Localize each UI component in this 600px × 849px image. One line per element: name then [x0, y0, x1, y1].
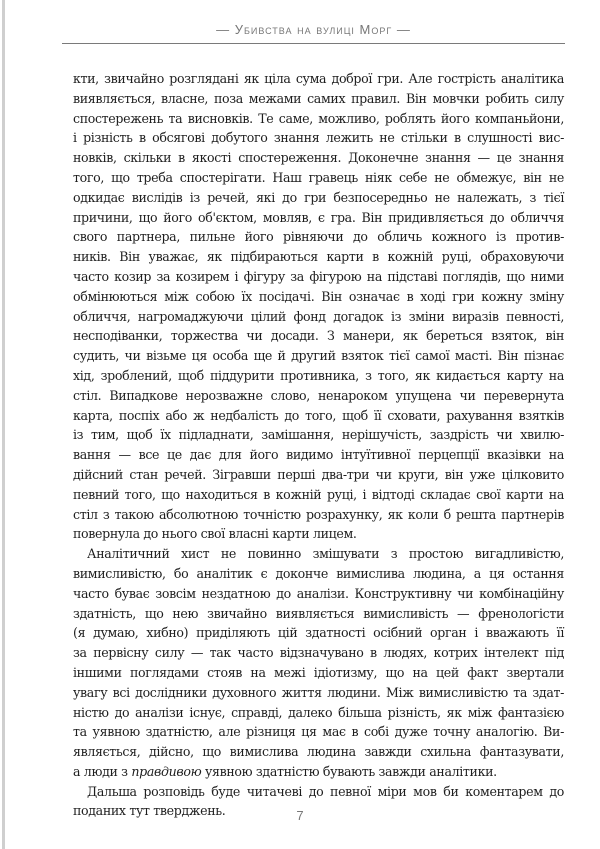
- text-line: хід, зроблений, щоб піддурити противника, з того, як кидається карту на: [73, 367, 564, 383]
- text-line: та уявною здатністю, але різниця ця має в собі дуже точну аналогію. Ви-: [73, 724, 564, 740]
- text-segment: а люди з: [73, 763, 132, 779]
- text-line: новків, скільки в якості спостереження. Доконечне знання — це знання: [73, 150, 564, 166]
- page-number: 7: [296, 808, 304, 823]
- text-line: і різність в обсягові добутого знання лежить не стільки в слушності вис-: [73, 130, 564, 146]
- text-line: часто буває зовсім нездатною до аналізи. Конструктивну чи комбінаційну: [73, 585, 564, 601]
- text-line: свого партнера, пильне його рівняючи до обличь кожного із против-: [73, 229, 564, 245]
- header-rule: [62, 43, 565, 44]
- text-line: обмінюються між собою їх посідачі. Він означає в ході гри кожну зміну: [73, 288, 564, 304]
- text-line: причини, що його об'єктом, мовляв, є гра. Він придивляється до обличчя: [73, 209, 564, 225]
- text-line: здатність, що нею звичайно виявляється вимисливість — френологісти: [73, 605, 564, 621]
- text-line: ників. Він уважає, як підбираються карти в кожній руці, обраховуючи: [73, 249, 564, 265]
- text-line: із тим, щоб їх підладнати, замішання, нерішучість, заздрість чи хвилю-: [73, 427, 564, 443]
- text-line: певний того, що находиться в кожній руці, і відтоді складає свої карти на: [73, 486, 564, 502]
- text-line: вимисливістю, бо аналітик є доконче вимислива людина, а ця остання: [73, 565, 564, 581]
- text-line: іншими поглядами стояв на межі ідіотизму, що на цей факт звертали: [73, 664, 564, 680]
- page-left-edge: [2, 0, 5, 849]
- text-line: дійсний стан речей. Зігравши перші два-три чи круги, він уже цілковито: [73, 466, 564, 482]
- text-line: виявляється, власне, поза межами самих правил. Він мовчки робить силу: [73, 90, 564, 106]
- text-segment: уявною здатністю бувають завжди аналітики.: [201, 763, 497, 779]
- italic-word: правдивою: [131, 763, 202, 779]
- text-line: (я думаю, хибно) приділяють цій здатності осібний орган і вважають її: [73, 625, 564, 641]
- text-line: Дальша розповідь буде читачеві до певної міри мов би коментарем до: [87, 783, 564, 799]
- text-line: повернула до нього свої власні карти лицем.: [73, 526, 357, 542]
- body-text: [73, 69, 564, 821]
- text-line: того, що треба спостерігати. Наш гравець ніяк себе не обмежує, він не: [73, 169, 564, 185]
- text-line: ністю до аналізи існує, справді, далеко більша різність, як між фантазією: [73, 704, 564, 720]
- paragraph-1: [73, 69, 564, 544]
- paragraph-2: [73, 544, 564, 782]
- text-line: являється, дійсно, що вимислива людина завжди схильна фантазувати,: [73, 744, 564, 760]
- text-line-with-italic: [73, 762, 564, 782]
- text-line: Аналітичний хист не повинно змішувати з простою вигадливістю,: [87, 546, 564, 562]
- text-line: несподіванки, торжества чи досади. З манери, як береться взяток, він: [73, 328, 564, 344]
- text-line: обличчя, нагромаджуючи цілий фонд догадок із зміни виразів певності,: [73, 308, 564, 324]
- text-line: часто козир за козирем і фігуру за фігурою на підставі поглядів, що ними: [73, 268, 564, 284]
- text-line: вання — все це дає для його видимо інтуїтивної перцепції вказівки на: [73, 447, 564, 463]
- text-line: за первісну силу — так часто відзначувано в людях, котрих інтелект під: [73, 645, 564, 661]
- text-line: спостережень та висновків. Те саме, можливо, роблять його компаньйони,: [73, 110, 564, 126]
- text-line: увагу всі дослідники духовного життя людини. Між вимисливістю та здат-: [73, 684, 564, 700]
- text-line: стіл з такою абсолютною точністю розрахунку, як коли б решта партнерів: [73, 506, 564, 522]
- text-line: судить, чи візьме ця особа ще й другий взяток тієї самої масті. Він пізнає: [73, 348, 564, 364]
- text-line: стіл. Випадкове нерозважне слово, ненароком упущена чи перевернута: [73, 387, 564, 403]
- text-line: карта, поспіх або ж недбалість до того, щоб її сховати, рахування взятків: [73, 407, 564, 423]
- text-line: поданих тут тверджень.: [73, 803, 226, 819]
- running-head: — Убивства на вулиці Морг —: [216, 22, 411, 37]
- text-line: кти, звичайно розглядані як ціла сума доброї гри. Але гострість аналітика: [73, 71, 564, 86]
- text-line: одкидає вислідів із речей, які до гри безпосередньо не належать, з тієї: [73, 189, 564, 205]
